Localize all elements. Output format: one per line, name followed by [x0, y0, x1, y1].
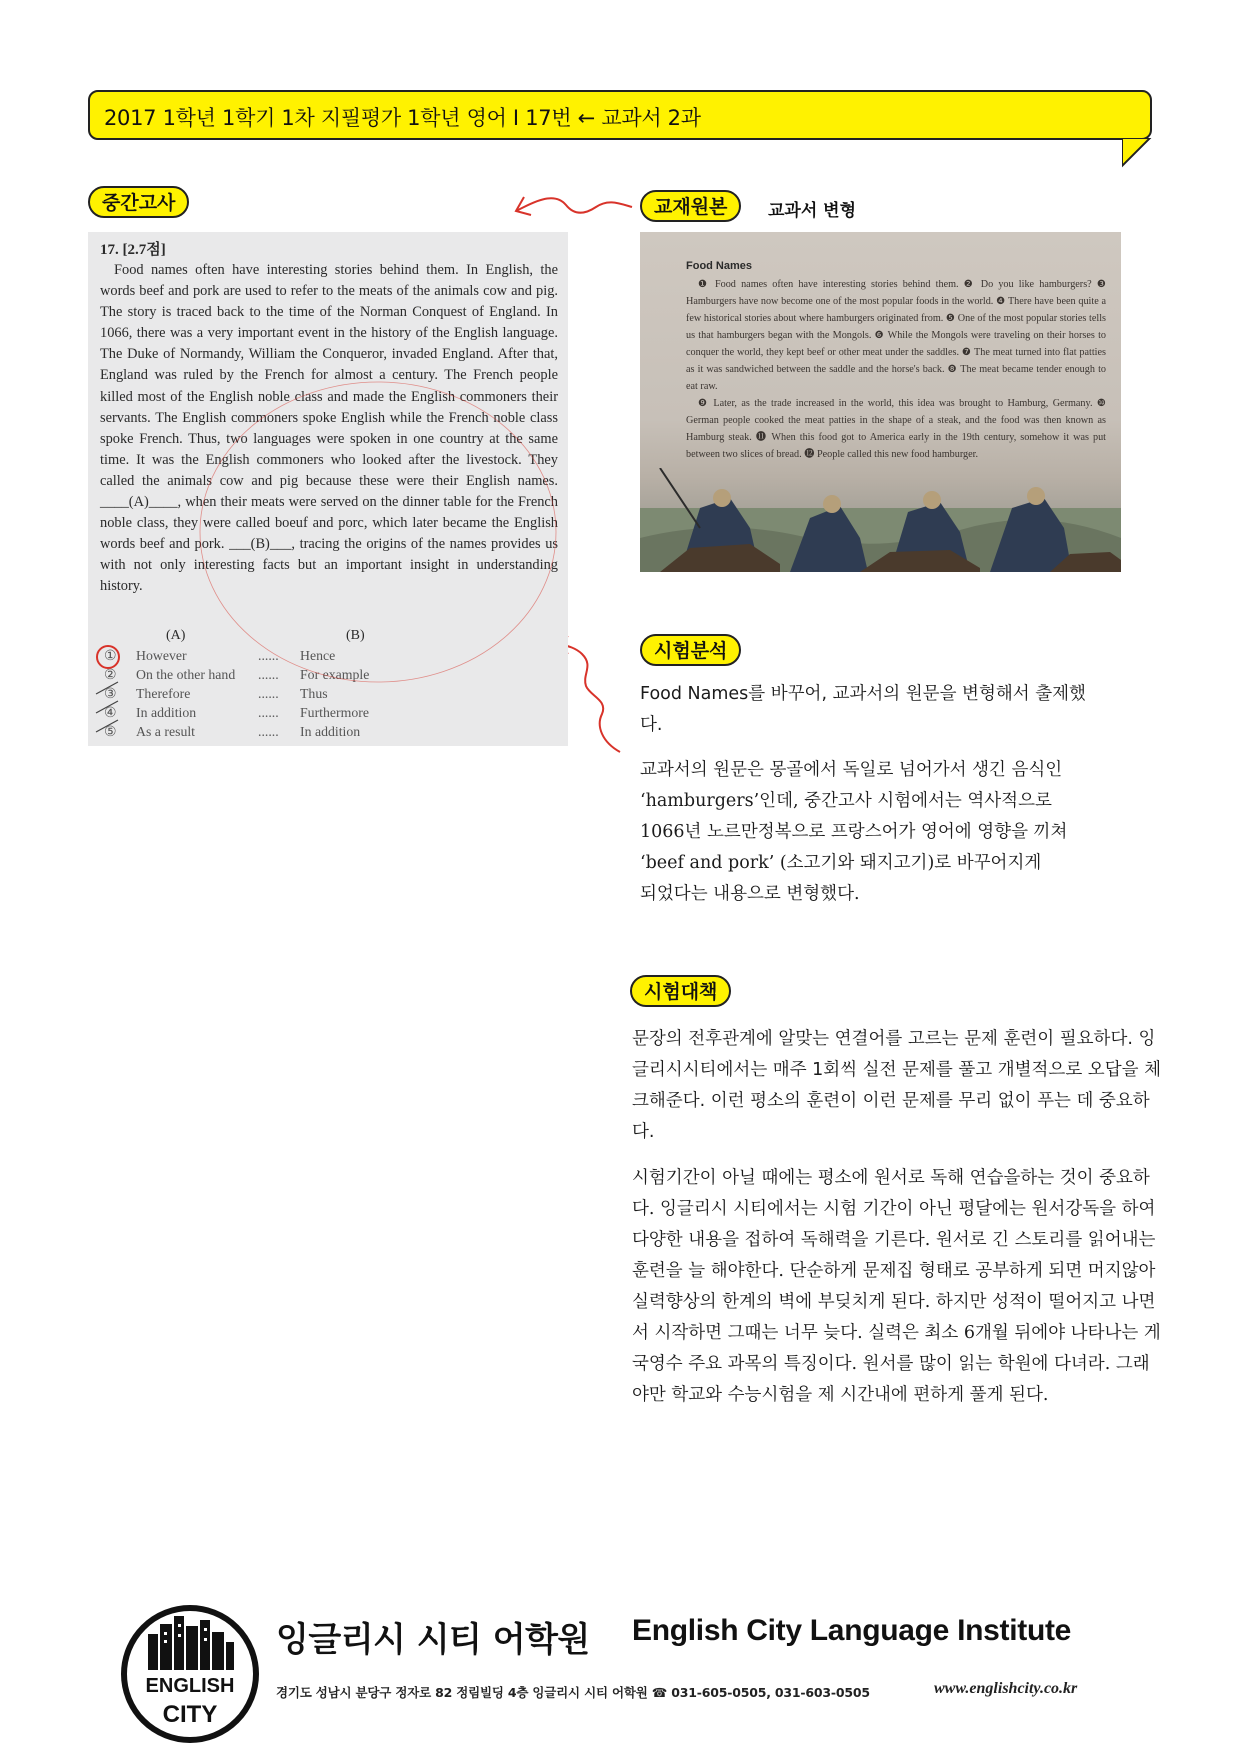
original-tag: 교재원본: [640, 190, 741, 222]
option-number: ③: [104, 686, 117, 701]
institute-name-korean: 잉글리시 시티 어학원: [276, 1620, 590, 1660]
option-number: ⑤: [104, 724, 117, 739]
analysis-line: 1066년 노르만정복으로 프랑스어가 영어에 영향을 끼쳐: [640, 822, 1068, 842]
option-a: As a result: [136, 724, 196, 739]
option-b: For example: [300, 667, 370, 682]
column-a-header: (A): [166, 628, 186, 643]
analysis-line: ‘hamburgers’인데, 중간고사 시험에서는 역사적으로: [640, 791, 1052, 811]
original-subtitle: 교과서 변형: [768, 201, 857, 221]
analysis-line: 되었다는 내용으로 변형했다.: [640, 884, 860, 904]
option-b: In addition: [300, 724, 361, 739]
logo-text-bottom: CITY: [162, 1701, 218, 1728]
option-dots: ......: [258, 667, 279, 682]
option-a: However: [136, 648, 187, 663]
option-dots: ......: [258, 648, 279, 663]
analysis-line: ‘beef and pork’ (소고기와 돼지고기)로 바꾸어지게: [640, 853, 1042, 873]
option-b: Furthermore: [300, 705, 369, 720]
option-a: In addition: [136, 705, 197, 720]
textbook-title: Food Names: [686, 260, 753, 272]
option-number: ②: [104, 667, 117, 682]
strategy-tag: 시험대책: [630, 975, 731, 1007]
institute-address: 경기도 성남시 분당구 정자로 82 정림빌딩 4층 잉글리시 시티 어학원 ☎ 031-605-0505, 031-603-0505: [276, 1685, 870, 1700]
analysis-detail: [640, 755, 1170, 910]
banner-title: 2017 1학년 1학기 1차 지필평가 1학년 영어 I 17번 ← 교과서 2과: [104, 106, 701, 130]
institute-name-english: English City Language Institute: [632, 1614, 1072, 1647]
english-city-logo: [120, 1604, 260, 1744]
option-dots: ......: [258, 686, 279, 701]
banner-fold-corner: [1122, 138, 1154, 170]
analysis-paragraph: Food Names를 바꾸어, 교과서의 원문을 변형해서 출제했다.: [640, 684, 1086, 735]
analysis-summary: [640, 679, 1170, 741]
logo-text-top: ENGLISH: [145, 1675, 235, 1697]
option-b: Hence: [300, 648, 336, 663]
option-number: ④: [104, 705, 117, 720]
option-dots: ......: [258, 724, 279, 739]
analysis-line: 교과서의 원문은 몽골에서 독일로 넘어가서 생긴 음식인: [640, 760, 1063, 780]
strategy-text-2: [632, 1163, 1162, 1411]
analysis-tag: 시험분석: [640, 634, 741, 666]
option-a: On the other hand: [136, 667, 236, 682]
strategy-text-1: [632, 1024, 1162, 1148]
institute-website[interactable]: www.englishcity.co.kr: [934, 1680, 1078, 1697]
option-dots: ......: [258, 705, 279, 720]
strategy-paragraph: 시험기간이 아닐 때에는 평소에 원서로 독해 연습을하는 것이 중요하다. 잉글리시 시티에서는 시험 기간이 아닌 평달에는 원서강독을 하여 다양한 내용을 접하여 독해력을 기른다. 원서로 긴 스토리를 읽어내는 훈련을 늘 해야한다. 단순하게 문제집 형태로 공부하게 되면 머지않아 실력향상의 한계의 벽에 부딪치게 된다. 하지만 성적이 떨어지고 나면서 시작하면 그때는 너무 늦다. 실력은 최소 6개월 뒤에야 나타나는 게 국영수 주요 과목의 특징이다. 원서를 많이 읽는 학원에 다녀라. 그래야만 학교와 수능시험을 제 시간내에 편하게 풀게 된다.: [632, 1168, 1161, 1405]
textbook-paragraph: ❶ Food names often have interesting stories behind them. ❷ Do you like hamburgers? ❸ Hamburgers have now become one of the most popular foods in the world. ❹ There have been quite a few historical stories about where hamburgers originated from. ❺ One of the most popular stories tells us that hamburgers began with the Mongols. ❻ While the Mongols were traveling on their horses to conquer the world, they kept beef or other meat under the saddles. ❼ The meat turned into flat patties as it was sandwiched between the saddle and the horse's back. ❽ The meat became tender enough to eat raw.: [686, 279, 1106, 392]
textbook-photo: [640, 232, 1121, 572]
exam-passage: Food names often have interesting stories behind them. In English, the words beef and pork are used to refer to the meats of the animals cow and pig. The story is traced back to the time of the Norman Conquest of England. In 1066, there was a very important event in the history of the English language. The Duke of Normandy, William the Conqueror, invaded England. After that, England was ruled by the French for almost a century. The French people killed most of the English noble class and made the English commoners their servants. The English commoners spoke English while the French noble class spoke French. Thus, two languages were spoken in one country at the same time. It was the English commoners who looked after the livestock. They called the animals cow and pig because these were their English names. ____(A)____, when their meats were served on the dinner table for the French noble class, they were called boeuf and porc, which later became the English words beef and pork. ___(B)___, tracing the origins of the names provides us with not only interesting facts but an important insight in understanding history.: [100, 262, 558, 595]
textbook-text: [686, 276, 1106, 463]
mongol-riders-illustration: [640, 468, 1121, 572]
handwritten-marks: [88, 232, 568, 746]
question-number: 17. [2.7점]: [100, 242, 166, 258]
arrow-to-midterm: [500, 185, 640, 225]
textbook-paragraph: ❾ Later, as the trade increased in the world, this idea was brought to Hamburg, Germany. ❿ German people cooked the meat patties in the shape of a steak, and the food was then known as Hamburg steak. ⓫ When this food got to America early in the 19th century, somehow it was put between two slices of bread. ⓬ People called this new food hamburger.: [686, 398, 1106, 460]
title-banner: [88, 90, 1152, 140]
column-b-header: (B): [346, 628, 365, 643]
midterm-tag: 중간고사: [88, 186, 189, 218]
option-number: ①: [104, 648, 117, 663]
option-b: Thus: [300, 686, 328, 701]
strategy-paragraph: 문장의 전후관계에 알맞는 연결어를 고르는 문제 훈련이 필요하다. 잉글리시시티에서는 매주 1회씩 실전 문제를 풀고 개별적으로 오답을 체크해준다. 이런 평소의 훈련이 이런 문제를 무리 없이 푸는 데 중요하다.: [632, 1029, 1161, 1142]
exam-question-scan: [88, 232, 568, 746]
option-a: Therefore: [136, 686, 191, 701]
